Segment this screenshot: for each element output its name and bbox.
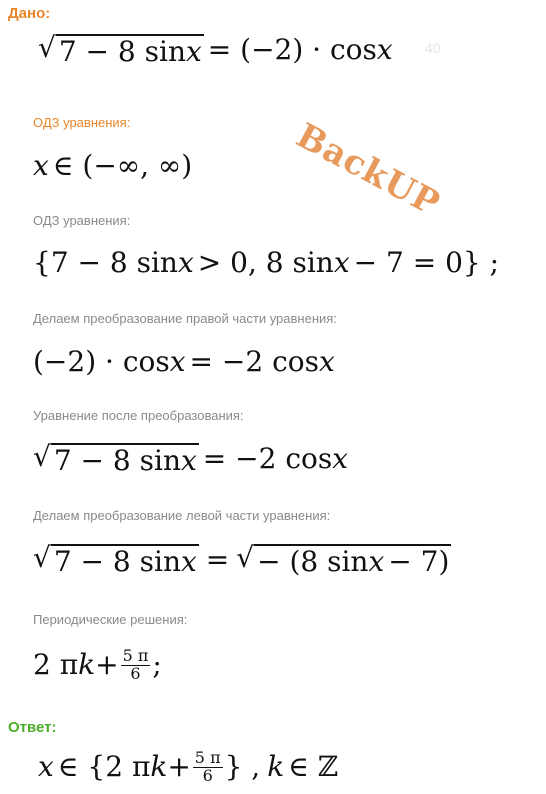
right-transform-expression: (−2) · cos x = −2 cos x xyxy=(33,345,335,378)
left-transform-label: Делаем преобразование левой части уравнения: xyxy=(33,508,331,523)
given-equation: √ 7 − 8 sinx = (−2) · cos x xyxy=(38,31,393,68)
answer-header: Ответ: xyxy=(8,719,57,736)
sqrt-expression: √ 7 − 8 sinx xyxy=(38,31,202,68)
fraction: $\frac{5 \pi}{6}$ xyxy=(194,748,221,785)
after-transform-label: Уравнение после преобразования: xyxy=(33,408,244,423)
answer-expression: x ∈ {2 π k + $\frac{5 \pi}{6}$ } , k ∈ ℤ xyxy=(38,748,339,785)
domain-expression: x ∈ (−∞, ∞) xyxy=(33,149,193,182)
periodic-label: Периодические решения: xyxy=(33,612,188,627)
domain-label-1: ОДЗ уравнения: xyxy=(33,115,131,130)
domain-system: {7 − 8 sin x > 0, 8 sin x − 7 = 0} ; xyxy=(33,246,500,279)
periodic-solution: 2 π k + $\frac{5 \pi}{6}$ ; xyxy=(33,646,162,683)
given-header: Дано: xyxy=(8,5,51,22)
after-transform-equation: √ 7 − 8 sinx = −2 cos x xyxy=(33,440,349,477)
left-transform-equation: √ 7 − 8 sinx = √ − (8 sinx − 7) xyxy=(33,541,450,578)
right-transform-label: Делаем преобразование правой части уравнения: xyxy=(33,311,337,326)
domain-label-2: ОДЗ уравнения: xyxy=(33,213,131,228)
watermark-stamp: BackUP xyxy=(289,115,447,225)
sqrt-expression-right: √ − (8 sinx − 7) xyxy=(236,541,450,578)
faint-mark: 40 xyxy=(425,40,441,56)
fraction: $\frac{5 \pi}{6}$ xyxy=(122,646,149,683)
sqrt-expression: √ 7 − 8 sinx xyxy=(33,541,197,578)
sqrt-expression: √ 7 − 8 sinx xyxy=(33,440,197,477)
